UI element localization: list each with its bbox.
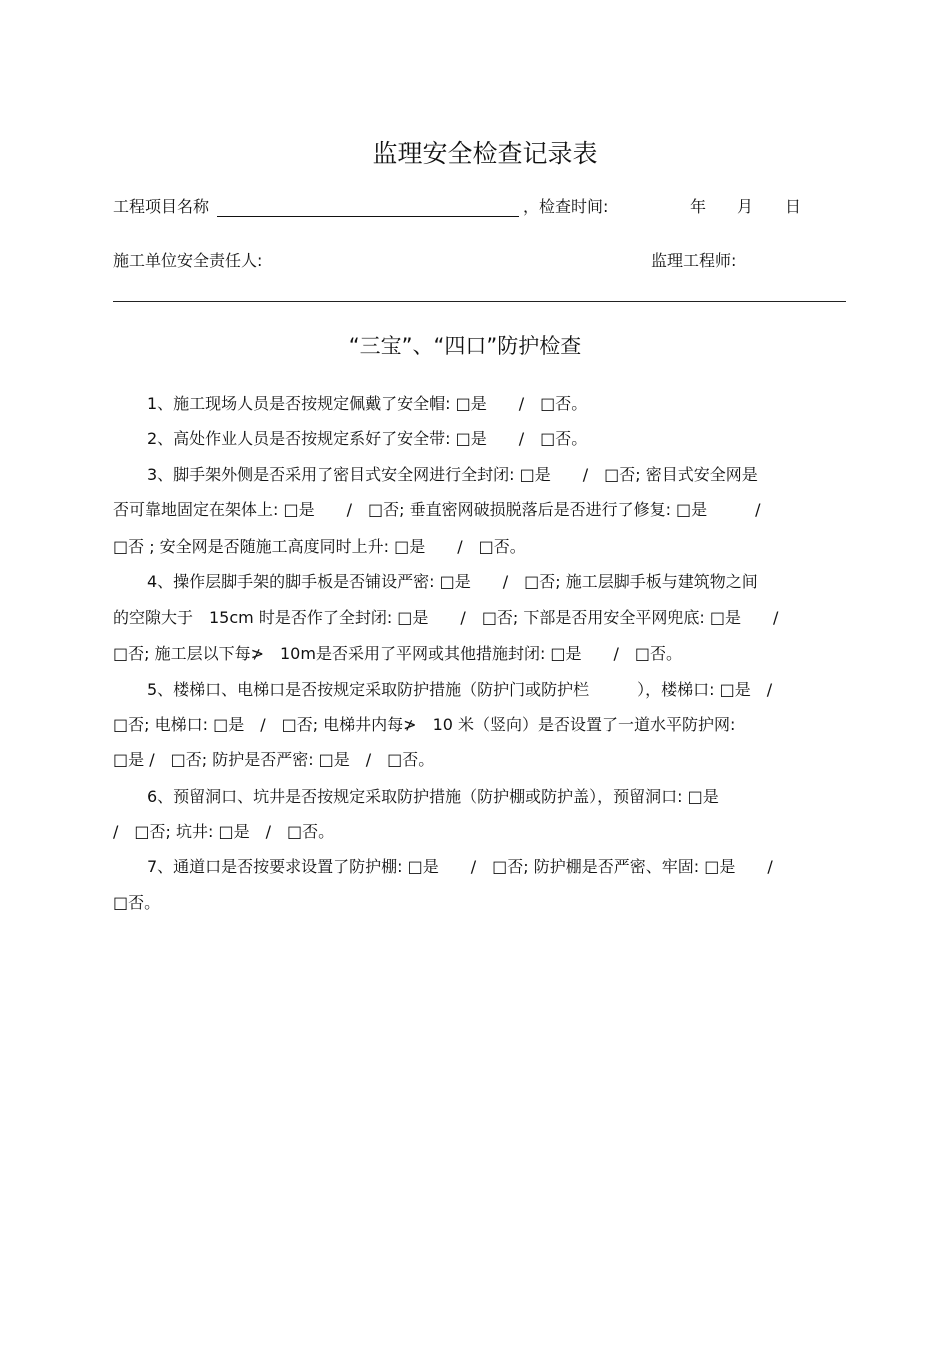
date-month: 月 — [737, 197, 754, 216]
contractor-label: 施工单位安全责任人: — [113, 251, 263, 270]
item-4-line-2: 的空隙大于 15cm 时是否作了全封闭: □是 / □否; 下部是否用安全平网兜底: □是 / — [113, 608, 779, 627]
supervisor-label: 监理工程师: — [651, 251, 737, 270]
inspect-time-label: ，检查时间: — [523, 197, 609, 216]
item-2: 2、高处作业人员是否按规定系好了安全带: □是 / □否。 — [147, 429, 588, 448]
project-name-label: 工程项目名称 — [113, 197, 210, 216]
project-name-field[interactable] — [217, 197, 519, 217]
date-day: 日 — [785, 197, 802, 216]
item-3-line-1: 3、脚手架外侧是否采用了密目式安全网进行全封闭: □是 / □否; 密目式安全网是 — [147, 465, 758, 484]
item-4-line-3: □否; 施工层以下每≯ 10m是否采用了平网或其他措施封闭: □是 / □否。 — [113, 644, 683, 663]
project-row — [113, 194, 608, 217]
item-5-line-1: 5、楼梯口、电梯口是否按规定采取防护措施（防护门或防护栏 ），楼梯口: □是 / — [147, 680, 773, 699]
date-year: 年 — [690, 197, 707, 216]
item-1: 1、施工现场人员是否按规定佩戴了安全帽: □是 / □否。 — [147, 394, 588, 413]
section-title: “三宝”、“四口”防护检查 — [348, 334, 582, 358]
item-4-line-1: 4、操作层脚手架的脚手板是否铺设严密: □是 / □否; 施工层脚手板与建筑物之间 — [147, 572, 758, 591]
item-6-line-2: / □否; 坑井: □是 / □否。 — [113, 822, 335, 841]
item-7-line-2: □否。 — [113, 893, 161, 912]
item-3-line-2: 否可靠地固定在架体上: □是 / □否; 垂直密网破损脱落后是否进行了修复: □是 / — [113, 500, 761, 519]
divider — [113, 301, 846, 302]
item-6-line-1: 6、预留洞口、坑井是否按规定采取防护措施（防护棚或防护盖），预留洞口: □是 — [147, 787, 719, 806]
item-7-line-1: 7、通道口是否按要求设置了防护棚: □是 / □否; 防护棚是否严密、牢固: □是 / — [147, 857, 773, 876]
item-3-line-3: □否 ; 安全网是否随施工高度同时上升: □是 / □否。 — [113, 537, 526, 556]
item-5-line-2: □否; 电梯口: □是 / □否; 电梯井内每≯ 10 米（竖向）是否设置了一道水平防护网: — [113, 715, 736, 734]
page-title: 监理安全检查记录表 — [372, 139, 598, 168]
item-5-line-3: □是 / □否; 防护是否严密: □是 / □否。 — [113, 750, 435, 769]
